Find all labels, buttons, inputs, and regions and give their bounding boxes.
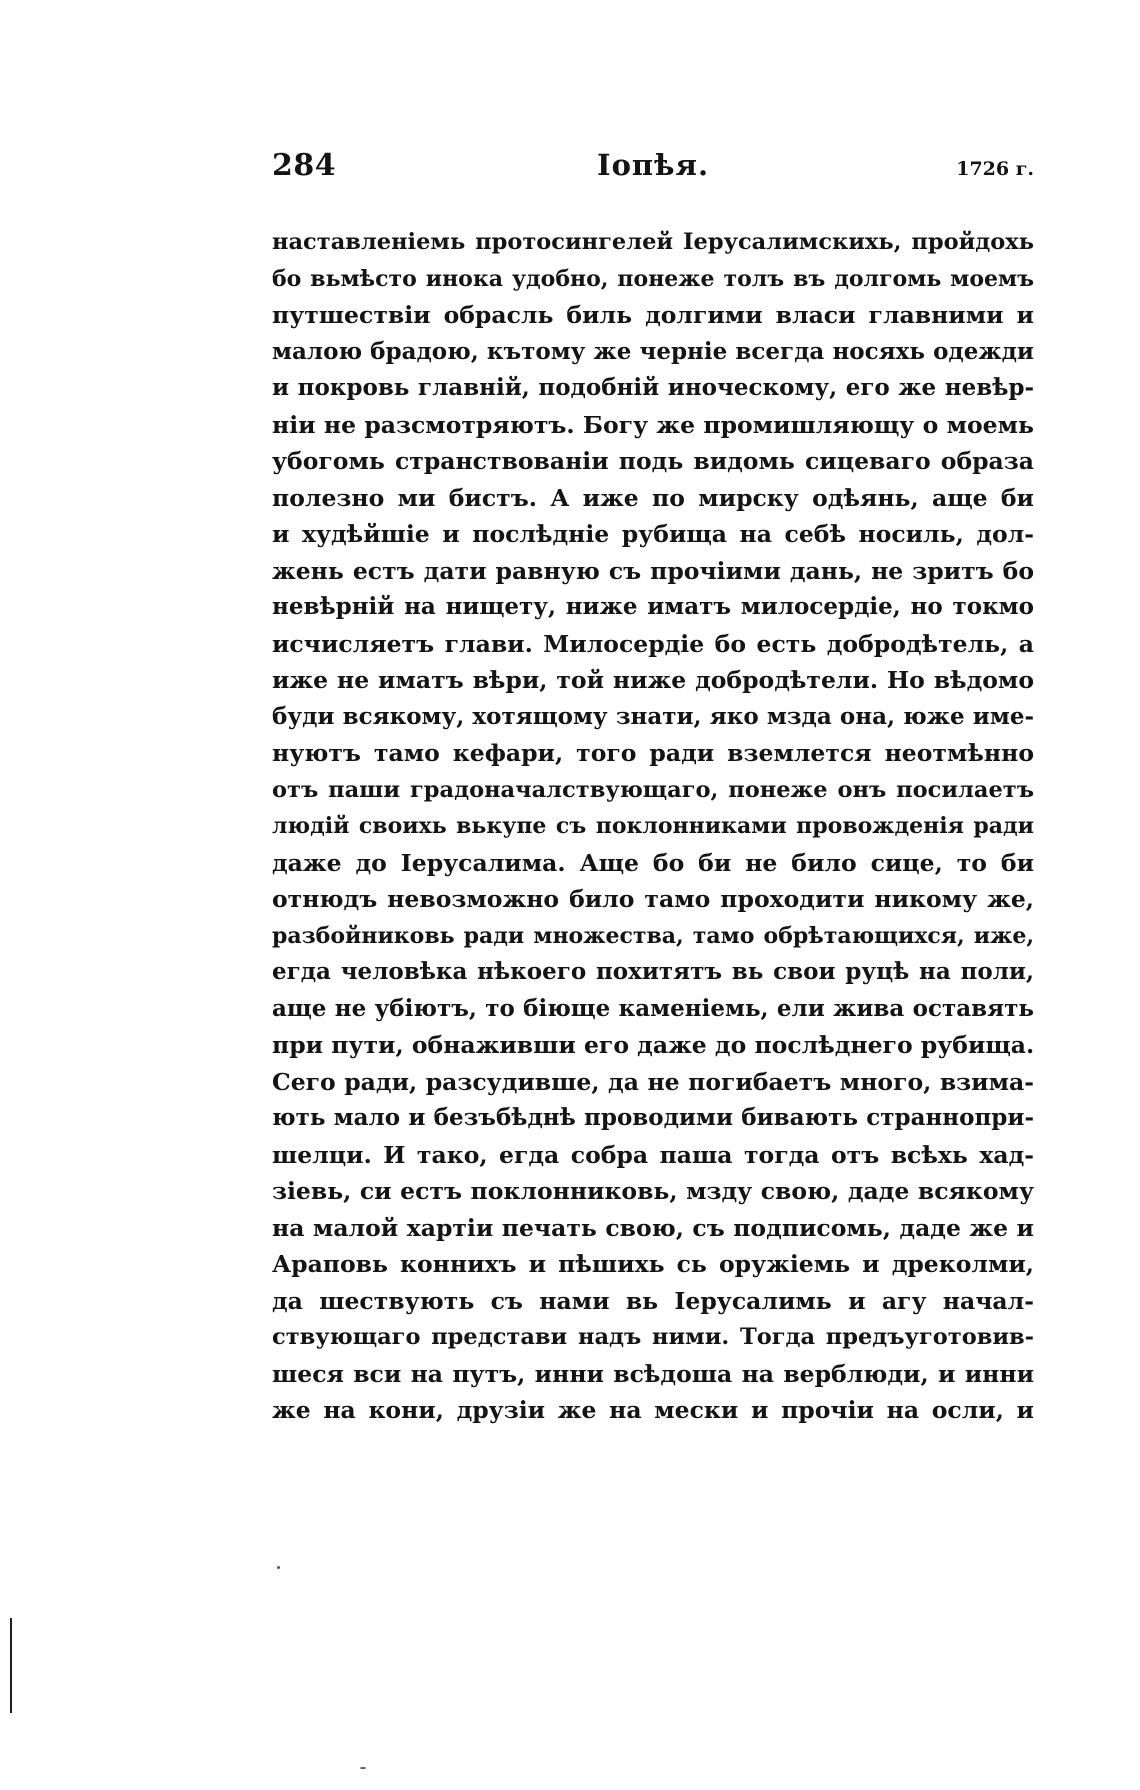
text-line: отнюдъ невозможно било тамо проходити никому же, (272, 885, 1034, 913)
text-line: шеся вси на путъ, инни всѣдоша на верблюди, и инни (272, 1359, 1034, 1388)
text-line: полезно ми бистъ. А иже по мирску одѣянь, аще би (272, 483, 1034, 512)
text-line: егда человѣка нѣкоего похитятъ вь свои руцѣ на поли, (272, 958, 1034, 985)
text-line: нуютъ тамо кефари, того ради вземлется неотмѣнно (272, 739, 1034, 767)
text-line: и худѣйшіе и послѣдніе рубища на себѣ носиль, дол- (272, 520, 1034, 548)
text-line: исчисляетъ глави. Милосердіе бо есть добродѣтель, а (272, 629, 1034, 658)
text-line: отъ паши градоначалствующаго, понеже онъ посилаетъ (272, 776, 1034, 803)
page-number: 284 (272, 148, 337, 183)
text-line: шелци. И тако, егда собра паша тогда отъ всѣхь хад- (272, 1140, 1034, 1169)
text-line: людій своихь вькупе съ поклонниками провожденія ради (272, 813, 1034, 839)
scan-speck (277, 1566, 280, 1569)
text-line: же на кони, друзіи же на мески и прочіи на осли, и (272, 1396, 1034, 1424)
text-line: невѣрній на нищету, ниже иматъ милосердіе, но токмо (272, 593, 1034, 620)
text-line: убогомь странствованіи подь видомь сицеваго образа (272, 447, 1034, 475)
scan-speck (360, 1767, 366, 1769)
text-line: путшествіи обрасль биль долгими власи главними и (272, 301, 1034, 329)
running-title: Іопѣя. (597, 148, 710, 182)
text-line: аще не убіютъ, то біюще каменіемь, ели жива оставять (272, 994, 1034, 1022)
text-line: ніи не разсмотряютъ. Богу же промишляющу о моемь (272, 410, 1034, 439)
text-line: малою брадою, кътому же черніе всегда носяхь одежди (272, 337, 1034, 365)
text-line: Араповь коннихъ и пѣшихь сь оружіемь и дреколми, (272, 1250, 1034, 1278)
text-line: разбойниковь ради множества, тамо обрѣтающихся, иже, (272, 922, 1034, 949)
text-line: иже не иматъ вѣри, той ниже добродѣтели. Но вѣдомо (272, 666, 1034, 694)
text-line: наставленіемь протосингелей Іерусалимскихь, пройдохь (272, 229, 1034, 255)
text-line: да шествують съ нами вь Іерусалимь и агу начал- (272, 1286, 1034, 1315)
text-line: Сего ради, разсудивше, да не погибаетъ много, взима- (272, 1067, 1034, 1096)
running-year: 1726 г. (956, 158, 1034, 180)
text-line: на малой хартіи печать свою, съ подписомь, даде же и (272, 1213, 1034, 1242)
text-line: при пути, обнаживши его даже до послѣднего рубища. (272, 1031, 1034, 1059)
text-line: ствующаго представи надъ ними. Тогда предъуготовив- (272, 1324, 1034, 1350)
body-text (272, 224, 1034, 1429)
text-line: бо вьмѣсто инока удобно, понеже толъ въ долгомь моемъ (272, 265, 1034, 292)
text-line: зіевь, си естъ поклонниковь, мзду свою, даде всякому (272, 1177, 1034, 1205)
scan-margin-line (10, 1618, 12, 1713)
text-line: буди всякому, хотящому знати, яко мзда она, юже име- (272, 702, 1034, 730)
text-line: жень естъ дати равную съ прочіими дань, не зритъ бо (272, 556, 1034, 585)
text-line: даже до Іерусалима. Аще бо би не било сице, то би (272, 848, 1034, 877)
running-head (272, 148, 1034, 196)
text-line: ють мало и безъбѣднѣ проводими бивають страннопри- (272, 1104, 1034, 1131)
text-line: и покровь главній, подобній иноческому, его же невѣр- (272, 374, 1034, 401)
